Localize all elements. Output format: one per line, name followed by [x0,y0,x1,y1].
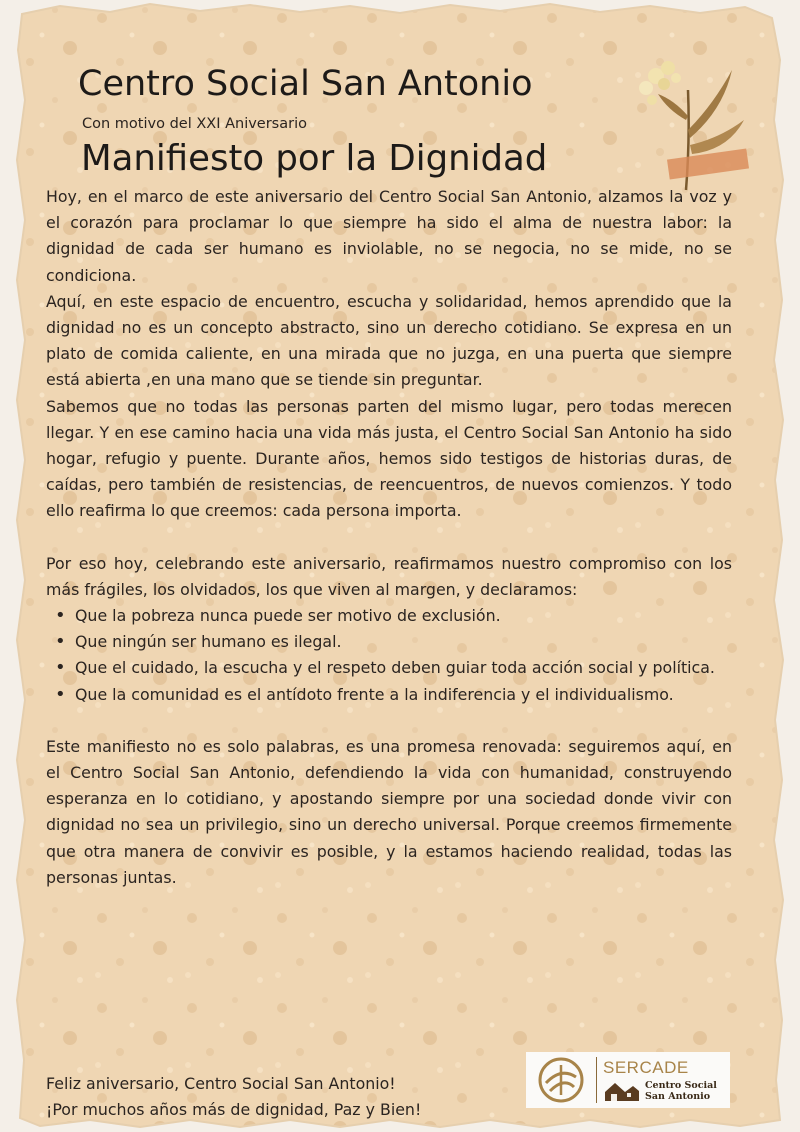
logo-divider [596,1057,597,1103]
cs-line-1: Centro Social [645,1080,717,1091]
sercade-logo-icon [526,1052,596,1108]
logos-block [526,1052,730,1108]
paragraph-declare: Por eso hoy, celebrando este aniversario, reafirmamos nuestro compromiso con los más frágiles, los olvidados, los que viven al margen, y declaramos: [46,553,732,599]
centro-social-house-icon [603,1080,641,1102]
manifesto-title: Manifiesto por la Dignidad [81,138,548,179]
closing-line-1: Feliz aniversario, Centro Social San Antonio! [46,1074,396,1093]
closing-lines [46,1071,421,1123]
declarations-list [46,603,732,708]
centro-social-text [645,1080,717,1102]
cs-line-2: San Antonio [645,1091,711,1102]
sercade-wordmark: SERCADE [603,1058,689,1077]
logo-text-block [603,1058,717,1102]
spacer [46,708,732,734]
declaration-item: • Que ningún ser humano es ilegal. [75,629,732,655]
org-name-heading: Centro Social San Antonio [78,64,533,104]
paragraph-intro: Hoy, en el marco de este aniversario del Centro Social San Antonio, alzamos la voz y el corazón para proclamar lo que siempre ha sido el alma de nuestra labor: la dignidad de cada ser humano es inviolable, no se negocia, no se mide, no se condiciona. [46,187,732,285]
declaration-item: • Que la comunidad es el antídoto frente a la indiferencia y el individualismo. [75,682,732,708]
manifesto-content [46,62,732,891]
paragraph-promise: Este manifiesto no es solo palabras, es una promesa renovada: seguiremos aquí, en el Centro Social San Antonio, defendiendo la vida con humanidad, construyendo esperanza en lo cotidiano, y apostando siempre por una sociedad donde vivir con dignidad no sea un privilegio, sino un derecho universal. Porque creemos firmemente que otra manera de convivir es posible, y la estamos haciendo realidad, todas las personas juntas. [46,736,732,887]
anniversary-subtitle: Con motivo del XXI Aniversario [82,116,307,132]
declaration-item: • Que el cuidado, la escucha y el respeto deben guiar toda acción social y política. [75,655,732,681]
paragraph-journey: Sabemos que no todas las personas parten del mismo lugar, pero todas merecen llegar. Y en ese camino hacia una vida más justa, el Centro Social San Antonio ha sido hogar, refugio y puente. Durante años, hemos sido testigos de historias duras, de caídas, pero también de resistencias, de reencuentros, de nuevos comienzos. Y todo ello reafirma lo que creemos: cada persona importa. [46,396,732,521]
closing-line-2: ¡Por muchos años más de dignidad, Paz y Bien! [46,1100,422,1119]
paragraph-space: Aquí, en este espacio de encuentro, escucha y solidaridad, hemos aprendido que la dignidad no es un concepto abstracto, sino un derecho cotidiano. Se expresa en un plato de comida caliente, en una mirada que no juzga, en una puerta que siempre está abierta ,en una mano que se tiende sin preguntar. [46,291,732,390]
spacer [46,525,732,551]
declaration-item: • Que la pobreza nunca puede ser motivo de exclusión. [75,603,732,629]
centro-social-logo [603,1080,717,1102]
